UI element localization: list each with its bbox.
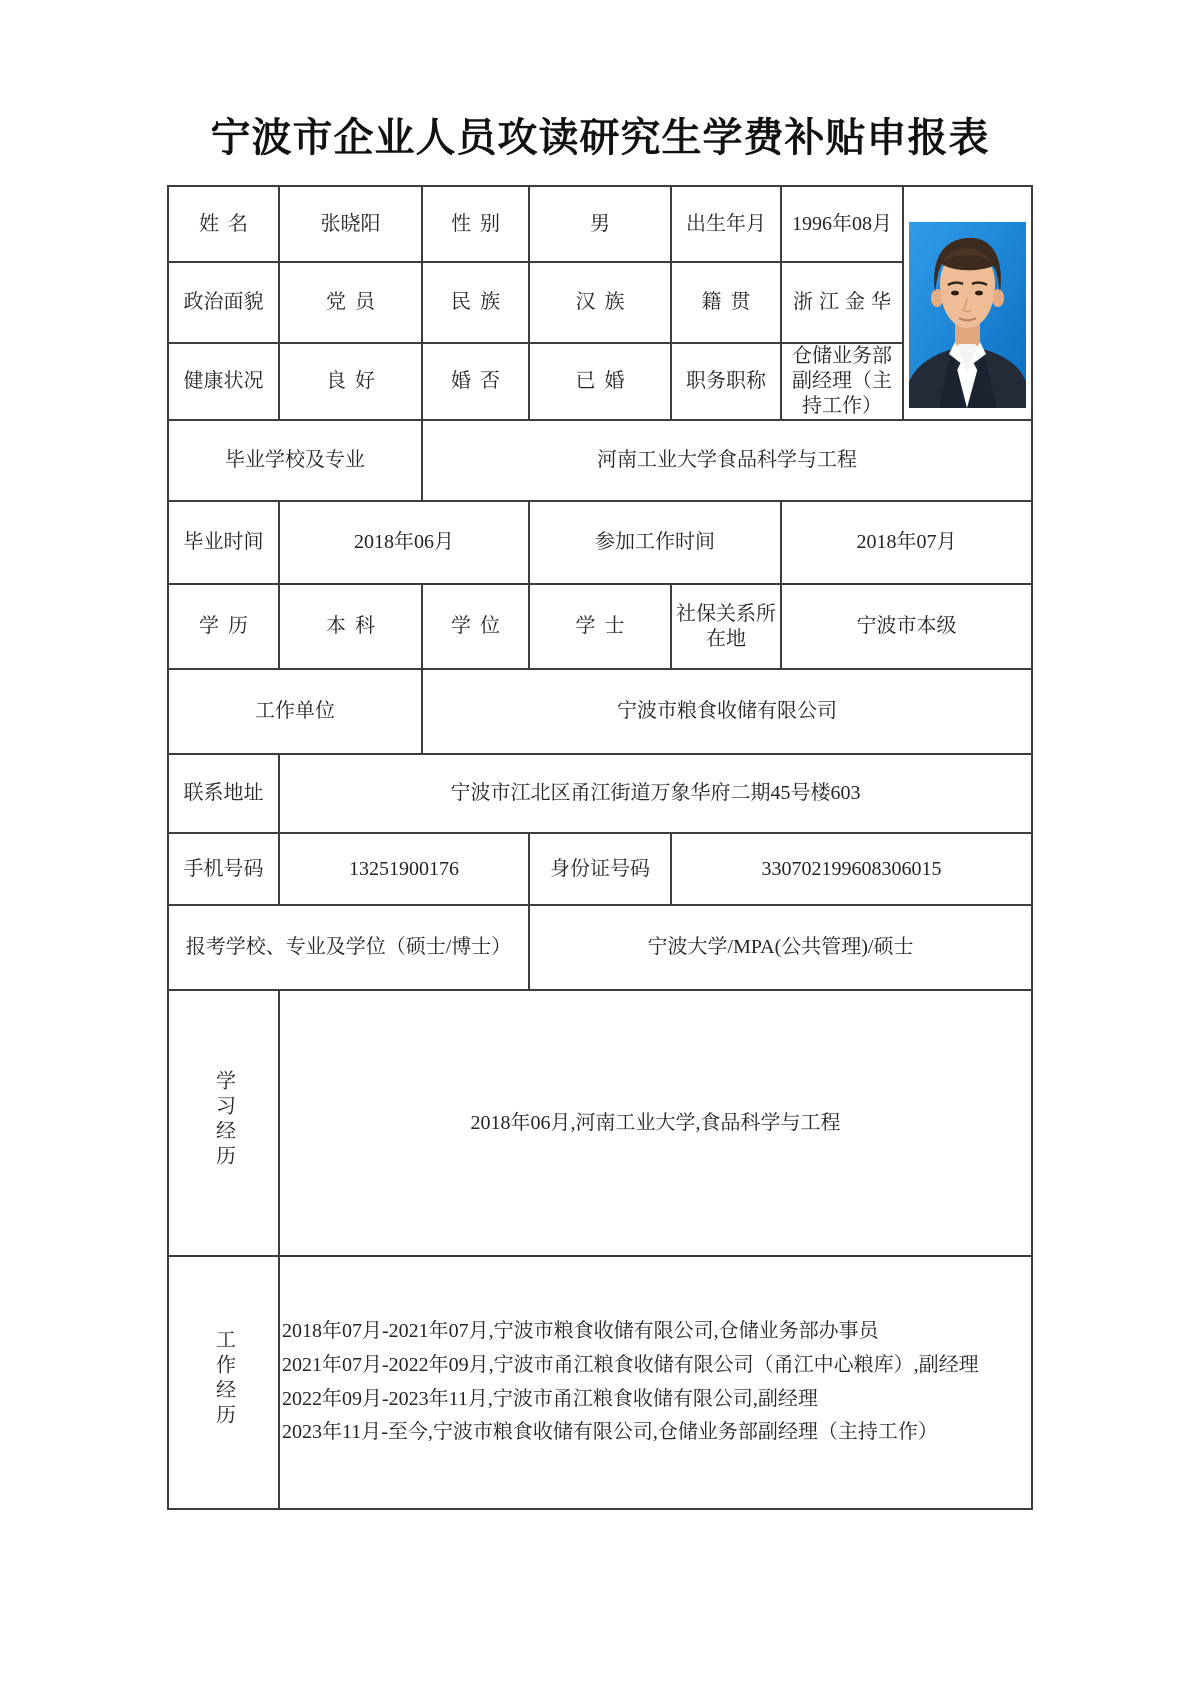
degree-label: 学位	[422, 584, 529, 669]
work-history-item: 2022年09月-2023年11月,宁波市甬江粮食收储有限公司,副经理	[282, 1387, 818, 1410]
education-value: 本科	[279, 584, 422, 669]
address-label: 联系地址	[168, 754, 279, 833]
origin-value: 浙江金华	[781, 262, 903, 343]
marital-label: 婚否	[422, 343, 529, 420]
row-phone-id	[168, 833, 1032, 905]
position-value: 仓储业务部副经理（主持工作）	[781, 343, 903, 420]
row-work-history	[168, 1256, 1032, 1509]
id-number-label: 身份证号码	[529, 833, 671, 905]
study-history-value: 2018年06月,河南工业大学,食品科学与工程	[279, 990, 1032, 1256]
grad-time-value: 2018年06月	[279, 501, 529, 584]
apply-label: 报考学校、专业及学位（硕士/博士）	[168, 905, 529, 990]
employer-label: 工作单位	[168, 669, 422, 754]
page-title: 宁波市企业人员攻读研究生学费补贴申报表	[210, 115, 990, 160]
school-value: 河南工业大学食品科学与工程	[422, 420, 1032, 501]
birth-value: 1996年08月	[781, 186, 903, 262]
work-start-value: 2018年07月	[781, 501, 1032, 584]
work-history-item: 2021年07月-2022年09月,宁波市甬江粮食收储有限公司（甬江中心粮库）,副经理	[282, 1353, 979, 1376]
health-label: 健康状况	[168, 343, 279, 420]
photo-cell	[903, 186, 1032, 420]
social-label: 社保关系所在地	[671, 584, 781, 669]
marital-value: 已婚	[529, 343, 671, 420]
politics-label: 政治面貌	[168, 262, 279, 343]
work-history-value	[279, 1256, 1032, 1509]
row-politics	[168, 262, 1032, 343]
school-label: 毕业学校及专业	[168, 420, 422, 501]
address-value: 宁波市江北区甬江街道万象华府二期45号楼603	[279, 754, 1032, 833]
row-address	[168, 754, 1032, 833]
row-study-history	[168, 990, 1032, 1256]
work-history-item: 2018年07月-2021年07月,宁波市粮食收储有限公司,仓储业务部办事员	[282, 1320, 879, 1343]
gender-label: 性别	[422, 186, 529, 262]
row-grad-time	[168, 501, 1032, 584]
social-value: 宁波市本级	[781, 584, 1032, 669]
row-apply	[168, 905, 1032, 990]
work-start-label: 参加工作时间	[529, 501, 781, 584]
position-label: 职务职称	[671, 343, 781, 420]
name-value: 张晓阳	[279, 186, 422, 262]
row-name	[168, 186, 1032, 262]
work-history-label: 工作经历	[168, 1256, 279, 1509]
grad-time-label: 毕业时间	[168, 501, 279, 584]
row-school	[168, 420, 1032, 501]
employer-value: 宁波市粮食收储有限公司	[422, 669, 1032, 754]
ethnic-value: 汉族	[529, 262, 671, 343]
education-label: 学历	[168, 584, 279, 669]
row-employer	[168, 669, 1032, 754]
politics-value: 党员	[279, 262, 422, 343]
health-value: 良好	[279, 343, 422, 420]
application-form-table	[167, 185, 1033, 1510]
name-label: 姓名	[168, 186, 279, 262]
phone-label: 手机号码	[168, 833, 279, 905]
id-photo	[909, 222, 1026, 408]
origin-label: 籍贯	[671, 262, 781, 343]
work-history-item: 2023年11月-至今,宁波市粮食收储有限公司,仓储业务部副经理（主持工作）	[282, 1421, 938, 1444]
row-health	[168, 343, 1032, 420]
apply-value: 宁波大学/MPA(公共管理)/硕士	[529, 905, 1032, 990]
study-history-label: 学习经历	[168, 990, 279, 1256]
gender-value: 男	[529, 186, 671, 262]
ethnic-label: 民族	[422, 262, 529, 343]
phone-value: 13251900176	[279, 833, 529, 905]
id-number-value: 330702199608306015	[671, 833, 1032, 905]
degree-value: 学士	[529, 584, 671, 669]
birth-label: 出生年月	[671, 186, 781, 262]
row-education	[168, 584, 1032, 669]
